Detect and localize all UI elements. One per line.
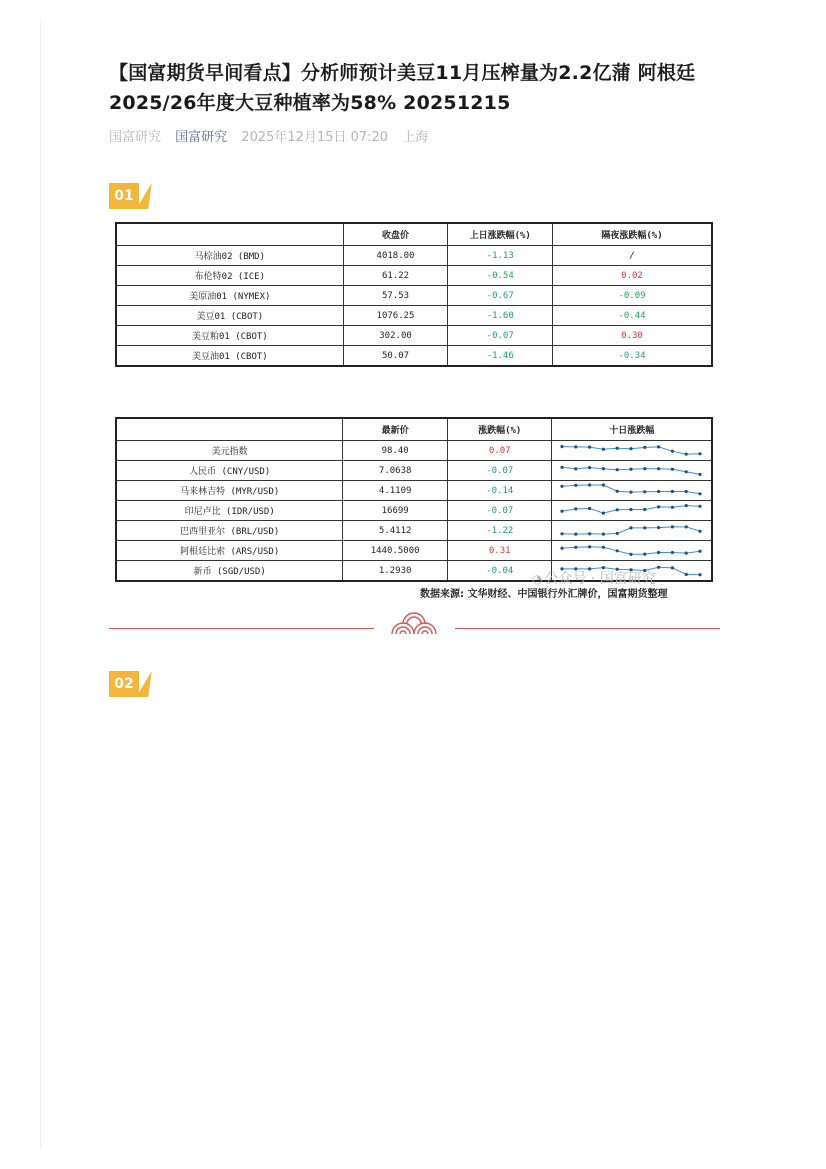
publish-location: 上海	[402, 130, 429, 145]
sparkline-point	[671, 468, 674, 471]
ten-day-sparkline	[552, 521, 712, 541]
sparkline-point	[602, 448, 605, 451]
sparkline-point	[699, 473, 702, 476]
sparkline-point	[657, 551, 660, 554]
section-number: 02	[109, 671, 139, 697]
latest-price: 16699	[343, 501, 448, 521]
sparkline-point	[602, 546, 605, 549]
sparkline-point	[588, 483, 591, 486]
change-percent: 0.07	[447, 441, 552, 461]
section-badge-02	[109, 671, 153, 697]
sparkline-point	[644, 446, 647, 449]
sparkline-point	[685, 552, 688, 555]
overnight-change: 0.30	[553, 326, 712, 346]
sparkline-point	[602, 512, 605, 515]
sparkline-point	[630, 447, 633, 450]
change-percent: -1.22	[447, 521, 552, 541]
sparkline-point	[644, 526, 647, 529]
change-percent: -0.07	[447, 501, 552, 521]
sparkline-point	[588, 466, 591, 469]
close-price: 61.22	[343, 266, 448, 286]
table-row	[116, 441, 712, 461]
badge-slash-decoration	[136, 671, 157, 697]
sparkline-point	[699, 452, 702, 455]
sparkline-point	[602, 533, 605, 536]
table-header-row	[116, 223, 712, 246]
sparkline-point	[699, 530, 702, 533]
sparkline-point	[644, 467, 647, 470]
ten-day-sparkline	[552, 481, 712, 501]
sparkline-chart	[552, 461, 710, 480]
change-percent: -0.07	[447, 461, 552, 481]
table-row	[116, 246, 712, 266]
overnight-change: -0.34	[553, 346, 712, 367]
sparkline-point	[671, 525, 674, 528]
sparkline-point	[630, 553, 633, 556]
ten-day-sparkline	[552, 541, 712, 561]
close-price: 4018.00	[343, 246, 448, 266]
instrument-name: 美豆01 (CBOT)	[116, 306, 343, 326]
close-price: 57.53	[343, 286, 448, 306]
commodity-price-table	[115, 222, 713, 367]
sparkline-chart	[552, 541, 710, 560]
sparkline-point	[657, 505, 660, 508]
latest-price: 1440.5000	[343, 541, 448, 561]
latest-price: 4.1109	[343, 481, 448, 501]
sparkline-point	[671, 551, 674, 554]
sparkline-point	[699, 492, 702, 495]
currency-name: 马来林吉特 (MYR/USD)	[116, 481, 343, 501]
sparkline-point	[616, 549, 619, 552]
sparkline-point	[699, 573, 702, 576]
instrument-name: 美豆油01 (CBOT)	[116, 346, 343, 367]
table-header-cell	[116, 223, 343, 246]
sparkline-point	[699, 505, 702, 508]
sparkline-point	[630, 491, 633, 494]
overnight-change: -0.09	[553, 286, 712, 306]
table-header-cell: 最新价	[343, 418, 448, 441]
sparkline-point	[616, 532, 619, 535]
sparkline-point	[657, 467, 660, 470]
sparkline-point	[685, 490, 688, 493]
sparkline-chart	[552, 481, 710, 500]
sparkline-chart	[552, 521, 710, 540]
data-source-note: 数据来源: 文华财经、中国银行外汇牌价，国富期货整理	[420, 589, 668, 600]
overnight-change: -0.44	[553, 306, 712, 326]
sparkline-point	[685, 470, 688, 473]
sparkline-point	[644, 490, 647, 493]
prev-day-change: -0.54	[448, 266, 553, 286]
instrument-name: 美豆粕01 (CBOT)	[116, 326, 343, 346]
sparkline-point	[588, 446, 591, 449]
table-row	[116, 326, 712, 346]
sparkline-point	[644, 553, 647, 556]
sparkline-point	[575, 546, 578, 549]
close-price: 50.07	[343, 346, 448, 367]
prev-day-change: -0.07	[448, 326, 553, 346]
table-row	[116, 306, 712, 326]
table-header-cell: 收盘价	[343, 223, 448, 246]
sparkline-point	[685, 525, 688, 528]
sparkline-point	[657, 526, 660, 529]
ten-day-sparkline	[552, 461, 712, 481]
sparkline-point	[657, 566, 660, 569]
article-meta	[109, 126, 438, 145]
sparkline-point	[561, 445, 564, 448]
author-name: 国富研究	[109, 130, 162, 145]
currency-name: 美元指数	[116, 441, 343, 461]
sparkline-point	[561, 510, 564, 513]
divider-line-left	[109, 628, 374, 629]
currency-name: 阿根廷比索 (ARS/USD)	[116, 541, 343, 561]
sparkline-point	[561, 466, 564, 469]
publish-datetime: 2025年12月15日 07:20	[241, 130, 389, 145]
fx-rate-table	[115, 417, 713, 582]
sparkline-chart	[552, 501, 710, 520]
table-row	[116, 286, 712, 306]
divider-line-right	[455, 628, 720, 629]
currency-name: 新币 (SGD/USD)	[116, 561, 343, 582]
sparkline-point	[602, 467, 605, 470]
table-header-row	[116, 418, 712, 441]
change-percent: -0.14	[447, 481, 552, 501]
watermark-text: 公众号 · 国富研究	[544, 571, 656, 587]
table-row	[116, 541, 712, 561]
article-title: 【国富期货早间看点】分析师预计美豆11月压榨量为2.2亿蒲 阿根廷2025/26年度大豆种植率为58% 20251215	[109, 62, 696, 114]
table-header-cell: 隔夜涨跌幅(%)	[553, 223, 712, 246]
instrument-name: 美原油01 (NYMEX)	[116, 286, 343, 306]
sparkline-point	[561, 532, 564, 535]
sparkline-point	[575, 533, 578, 536]
instrument-name: 布伦特02 (ICE)	[116, 266, 343, 286]
prev-day-change: -0.67	[448, 286, 553, 306]
sparkline-point	[588, 532, 591, 535]
sparkline-chart	[552, 441, 710, 460]
currency-name: 印尼卢比 (IDR/USD)	[116, 501, 343, 521]
sparkline-point	[588, 545, 591, 548]
table-row	[116, 461, 712, 481]
left-margin-rule	[40, 20, 41, 1149]
table-header-cell: 上日涨跌幅(%)	[448, 223, 553, 246]
sparkline-point	[575, 467, 578, 470]
table-row	[116, 266, 712, 286]
sparkline-point	[575, 445, 578, 448]
sparkline-point	[588, 507, 591, 510]
cloud-ornament-icon	[388, 610, 440, 636]
sparkline-point	[602, 483, 605, 486]
table-header-cell	[116, 418, 343, 441]
latest-price: 98.40	[343, 441, 448, 461]
change-percent: -0.04	[447, 561, 552, 582]
sparkline-point	[699, 550, 702, 553]
sparkline-point	[575, 484, 578, 487]
sparkline-point	[657, 490, 660, 493]
overnight-change: /	[553, 246, 712, 266]
currency-name: 巴西里亚尔 (BRL/USD)	[116, 521, 343, 541]
latest-price: 7.0638	[343, 461, 448, 481]
prev-day-change: -1.60	[448, 306, 553, 326]
table-row	[116, 501, 712, 521]
currency-name: 人民币 (CNY/USD)	[116, 461, 343, 481]
sparkline-point	[685, 504, 688, 507]
table-row	[116, 481, 712, 501]
change-percent: 0.31	[447, 541, 552, 561]
account-link[interactable]: 国富研究	[175, 130, 228, 145]
sparkline-point	[630, 508, 633, 511]
sparkline-point	[685, 453, 688, 456]
close-price: 1076.25	[343, 306, 448, 326]
sparkline-point	[575, 507, 578, 510]
section-number: 01	[109, 183, 139, 209]
close-price: 302.00	[343, 326, 448, 346]
sparkline-point	[616, 508, 619, 511]
sparkline-point	[671, 566, 674, 569]
wechat-icon: ◔	[532, 572, 543, 586]
sparkline-point	[644, 508, 647, 511]
sparkline-point	[630, 468, 633, 471]
sparkline-point	[616, 490, 619, 493]
sparkline-point	[616, 447, 619, 450]
sparkline-point	[671, 506, 674, 509]
sparkline-point	[657, 445, 660, 448]
sparkline-point	[616, 468, 619, 471]
prev-day-change: -1.13	[448, 246, 553, 266]
latest-price: 1.2930	[343, 561, 448, 582]
section-badge-01	[109, 183, 153, 209]
table-header-cell: 涨跌幅(%)	[447, 418, 552, 441]
prev-day-change: -1.46	[448, 346, 553, 367]
ten-day-sparkline	[552, 501, 712, 521]
badge-slash-decoration	[136, 183, 157, 209]
sparkline-point	[630, 526, 633, 529]
sparkline-point	[561, 547, 564, 550]
sparkline-point	[671, 490, 674, 493]
table-row	[116, 521, 712, 541]
table-row	[116, 346, 712, 367]
latest-price: 5.4112	[343, 521, 448, 541]
sparkline-point	[685, 573, 688, 576]
instrument-name: 马棕油02 (BMD)	[116, 246, 343, 266]
table-header-cell: 十日涨跌幅	[552, 418, 712, 441]
overnight-change: 0.02	[553, 266, 712, 286]
sparkline-point	[561, 485, 564, 488]
sparkline-point	[671, 450, 674, 453]
ten-day-sparkline	[552, 441, 712, 461]
